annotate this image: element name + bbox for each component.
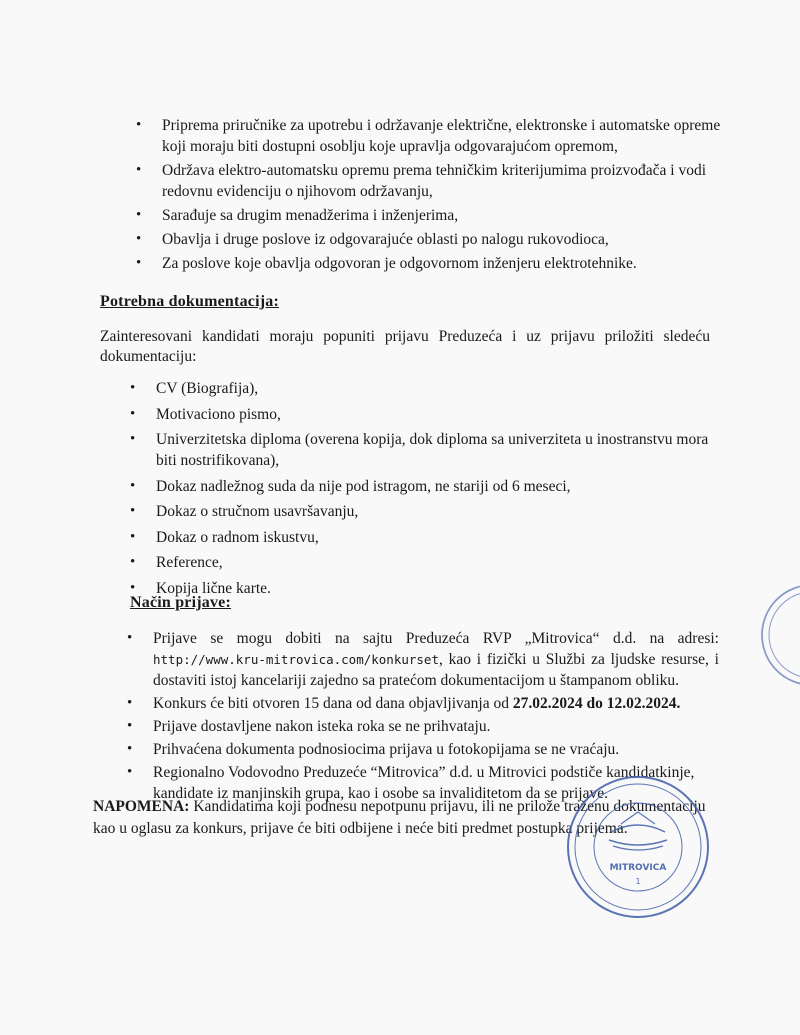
duty-item: • Za poslove koje obavlja odgovoran je odgovornom inženjeru elektrotehnike. [162,253,722,274]
documentation-item: • Univerzitetska diploma (overena kopija, dok diploma sa univerziteta u inostranstvu mora biti nostrifikovana), [156,429,716,471]
documentation-item: • Kopija lične karte. [156,578,716,599]
application-item [153,693,719,714]
documentation-list [156,378,716,603]
partial-stamp [752,580,800,690]
application-item-text: , kao i fizički u Službi za ljudske resurse, i dostaviti istoj kancelariji zajedno sa pratećom dokumentacijom u štampanom obliku. [153,651,719,689]
deadline-dates: 27.02.2024 do 12.02.2024. [512,695,681,712]
documentation-intro: Zainteresovani kandidati moraju popuniti prijavu Preduzeća i uz prijavu priložiti sledeću dokumentaciju: [100,328,710,365]
application-heading: Način prijave: [130,594,232,611]
documentation-item: • Motivaciono pismo, [156,404,716,425]
documentation-item: • Reference, [156,552,716,573]
documentation-item: • Dokaz nadležnog suda da nije pod istragom, ne stariji od 6 meseci, [156,476,716,497]
website-link[interactable]: http://www.kru-mitrovica.com/konkurset [153,652,439,667]
application-item: • Prihvaćena dokumenta podnosiocima prijava u fotokopijama se ne vraćaju. [153,739,719,760]
application-item-text: Konkurs će biti otvoren 15 dana od dana objavljivanja od [153,695,509,712]
documentation-heading: Potrebna dokumentacija: [100,293,279,310]
documentation-item: • Dokaz o radnom iskustvu, [156,527,716,548]
duties-list [162,115,722,277]
application-item: • Prijave dostavljene nakon isteka roka se ne prihvataju. [153,716,719,737]
duty-item: • Održava elektro-automatsku opremu prema tehničkim kriterijumima proizvođača i vodi redovnu evidenciju o njihovom održavanju, [162,160,722,202]
documentation-item: • CV (Biografija), [156,378,716,399]
application-item [153,628,719,691]
duty-item: • Obavlja i druge poslove iz odgovarajuće oblasti po nalogu rukovodioca, [162,229,722,250]
application-item: • Regionalno Vodovodno Preduzeće “Mitrovica” d.d. u Mitrovici podstiče kandidatkinje, kandidate iz manjinskih grupa, kao i osobe sa invaliditetom da se prijave. [153,762,719,804]
note-label: NAPOMENA: [93,798,190,815]
company-stamp [563,772,713,922]
duty-item: • Priprema priručnike za upotrebu i održavanje električne, elektronske i automatske opreme koji moraju biti dostupni osoblju koje upravlja odgovarajućom opremom, [162,115,722,157]
stamp-number: 1 [635,877,641,886]
application-item-text: Prijave se mogu dobiti na sajtu Preduzeća RVP „Mitrovica“ d.d. na adresi: [153,630,719,647]
note-text: Kandidatima koji podnesu nepotpunu prijavu, ili ne prilože traženu dokumentaciju kao u oglasu za konkurs, prijave će biti odbijene i neće biti predmet postupka prijema. [93,798,706,837]
documentation-item: • Dokaz o stručnom usavršavanju, [156,501,716,522]
duty-item: • Sarađuje sa drugim menadžerima i inženjerima, [162,205,722,226]
stamp-city: MITROVICA [609,863,667,873]
